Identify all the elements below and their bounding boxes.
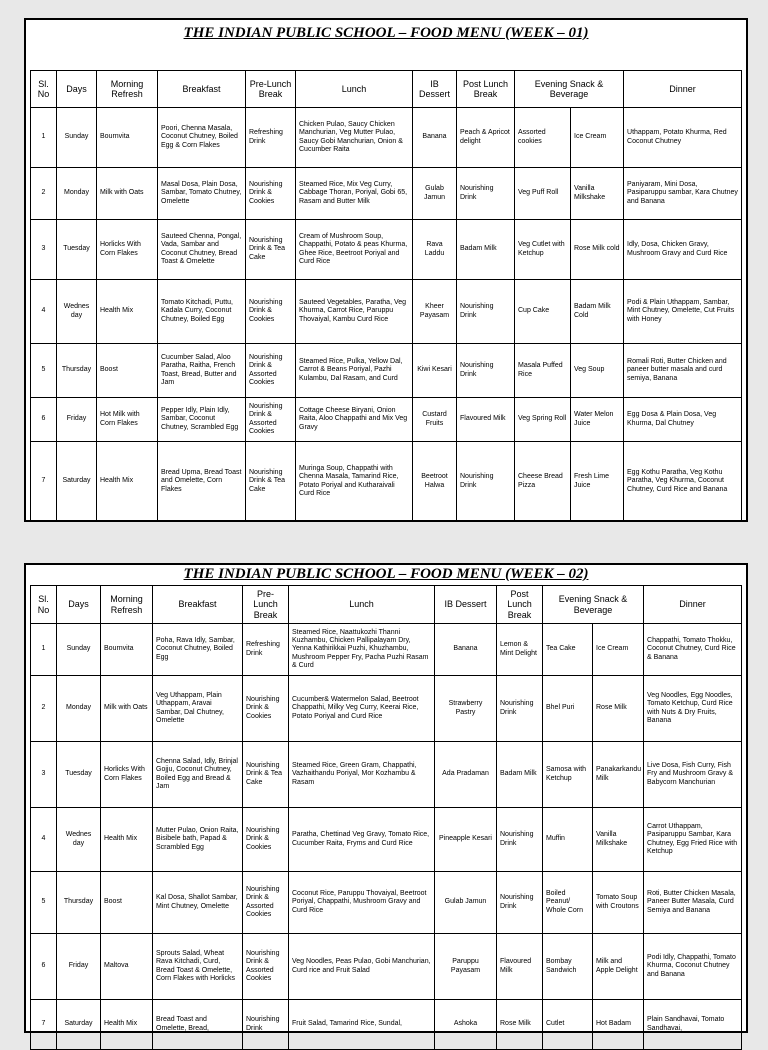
cell-evening-snack: Cheese Bread Pizza [515,442,571,522]
table-row [31,676,742,742]
cell-lunch: Muringa Soup, Chappathi with Chenna Masala, Tamarind Rice, Potato Poriyal and Kutharaivali Curd Rice [296,442,413,522]
cell-post-lunch-break: Nourishing Drink [457,280,515,344]
cell-post-lunch-break: Flavoured Milk [457,398,515,442]
cell-ib-dessert: Gulab Jamun [435,872,497,934]
cell-evening-beverage: Fresh Lime Juice [571,442,624,522]
header-evening-snack-beverage: Evening Snack & Beverage [543,586,644,624]
cell-post-lunch-break: Nourishing Drink [457,442,515,522]
cell-evening-snack: Muffin [543,808,593,872]
cell-evening-snack: Cup Cake [515,280,571,344]
cell-lunch: Cucumber& Watermelon Salad, Beetroot Chappathi, Milky Veg Curry, Keerai Rice, Potato Poriyal and Curd Rice [289,676,435,742]
cell-breakfast: Sauteed Chenna, Pongal, Vada, Sambar and Coconut Chutney, Bread Toast & Omelette [158,220,246,280]
cell-evening-snack: Samosa with Ketchup [543,742,593,808]
cell-dinner: Roti, Butter Chicken Masala, Paneer Butter Masala, Curd Semiya and Banana [644,872,742,934]
table-row [31,398,742,442]
cell-pre-lunch-break: Nourishing Drink & Tea Cake [246,442,296,522]
week1-menu-sheet [24,18,748,522]
header-post-lunch-break: Post Lunch Break [457,71,515,108]
cell-evening-beverage: Ice Cream [593,624,644,676]
cell-day: Saturday [57,442,97,522]
cell-sl-no: 6 [31,934,57,1000]
cell-breakfast: Bread Toast and Omelette, Bread, [153,1000,243,1050]
header-breakfast: Breakfast [158,71,246,108]
header-sl-no: Sl. No [31,586,57,624]
cell-sl-no: 5 [31,344,57,398]
cell-lunch: Sauteed Vegetables, Paratha, Veg Khurma, Carrot Rice, Paruppu Thovaiyal, Kambu Curd Rice [296,280,413,344]
cell-pre-lunch-break: Nourishing Drink & Cookies [243,676,289,742]
cell-lunch: Coconut Rice, Paruppu Thovaiyal, Beetroot Poriyal, Chappathi, Mushroom Gravy and Curd Rice [289,872,435,934]
cell-evening-snack: Assorted cookies [515,108,571,168]
cell-sl-no: 7 [31,1000,57,1050]
cell-morning-refresh: Horlicks With Corn Flakes [101,742,153,808]
cell-evening-beverage: Ice Cream [571,108,624,168]
cell-day: Thursday [57,344,97,398]
cell-morning-refresh: Health Mix [97,280,158,344]
cell-sl-no: 5 [31,872,57,934]
cell-breakfast: Chenna Salad, Idly, Brinjal Gojju, Coconut Chutney, Boiled Egg and Bread & Jam [153,742,243,808]
header-days: Days [57,586,101,624]
header-sl-no: Sl. No [31,71,57,108]
cell-pre-lunch-break: Nourishing Drink & Assorted Cookies [243,872,289,934]
header-breakfast: Breakfast [153,586,243,624]
table-row [31,934,742,1000]
cell-evening-beverage: Badam Milk Cold [571,280,624,344]
cell-post-lunch-break: Rose Milk [497,1000,543,1050]
cell-ib-dessert: Kiwi Kesari [413,344,457,398]
header-days: Days [57,71,97,108]
cell-post-lunch-break: Lemon & Mint Delight [497,624,543,676]
cell-morning-refresh: Milk with Oats [97,168,158,220]
cell-morning-refresh: Milk with Oats [101,676,153,742]
week2-menu-sheet [24,563,748,1033]
cell-breakfast: Tomato Kitchadi, Puttu, Kadala Curry, Coconut Chutney, Boiled Egg [158,280,246,344]
cell-ib-dessert: Kheer Payasam [413,280,457,344]
cell-day: Monday [57,676,101,742]
cell-evening-beverage: Vanilla Milkshake [571,168,624,220]
cell-evening-snack: Veg Spring Roll [515,398,571,442]
cell-post-lunch-break: Nourishing Drink [497,808,543,872]
cell-ib-dessert: Pineapple Kesari [435,808,497,872]
cell-sl-no: 4 [31,808,57,872]
cell-day: Friday [57,934,101,1000]
table-header-row [31,71,742,108]
cell-evening-snack: Veg Cutlet with Ketchup [515,220,571,280]
cell-lunch: Steamed Rice, Naattukozhi Thanni Kuzhambu, Chicken Pallipalayam Dry, Yenna Kathirikkai Puzhi, Khuzhambu, Mushroom Pepper Fry, Pacha Puzhi Rasam & Curd [289,624,435,676]
cell-dinner: Paniyaram, Mini Dosa, Pasiparuppu sambar, Kara Chutney and Banana [624,168,742,220]
cell-ib-dessert: Strawberry Pastry [435,676,497,742]
cell-post-lunch-break: Flavoured Milk [497,934,543,1000]
cell-lunch: Cottage Cheese Biryani, Onion Raita, Aloo Chappathi and Mix Veg Gravy [296,398,413,442]
cell-dinner: Veg Noodles, Egg Noodles, Tomato Ketchup, Curd Rice with Nuts & Dry Fruits, Banana [644,676,742,742]
cell-breakfast: Pepper Idly, Plain Idly, Sambar, Coconut Chutney, Scrambled Egg [158,398,246,442]
cell-evening-beverage: Veg Soup [571,344,624,398]
cell-morning-refresh: Bournvita [101,624,153,676]
cell-lunch: Chicken Pulao, Saucy Chicken Manchurian, Veg Mutter Pulao, Saucy Gobi Manchurian, Onion & Cucumber Raita [296,108,413,168]
table-row [31,1000,742,1050]
cell-lunch: Cream of Mushroom Soup, Chappathi, Potato & peas Khurma, Ghee Rice, Beetroot Poriyal and Curd Rice [296,220,413,280]
table-header-row [31,586,742,624]
cell-morning-refresh: Health Mix [97,442,158,522]
table-row [31,872,742,934]
cell-day: Thursday [57,872,101,934]
cell-dinner: Romali Roti, Butter Chicken and paneer butter masala and curd semiya, Banana [624,344,742,398]
cell-post-lunch-break: Badam Milk [457,220,515,280]
cell-sl-no: 2 [31,676,57,742]
cell-day: Saturday [57,1000,101,1050]
cell-pre-lunch-break: Nourishing Drink & Tea Cake [243,742,289,808]
cell-ib-dessert: Paruppu Payasam [435,934,497,1000]
cell-sl-no: 1 [31,108,57,168]
cell-post-lunch-break: Peach & Apricot delight [457,108,515,168]
cell-ib-dessert: Banana [435,624,497,676]
header-lunch: Lunch [296,71,413,108]
table-row [31,220,742,280]
cell-evening-beverage: Rose Milk [593,676,644,742]
cell-lunch: Steamed Rice, Green Gram, Chappathi, Vazhaithandu Poriyal, Mor Kozhambu & Rasam [289,742,435,808]
cell-post-lunch-break: Nourishing Drink [457,168,515,220]
cell-post-lunch-break: Nourishing Drink [497,676,543,742]
cell-dinner: Egg Kothu Paratha, Veg Kothu Paratha, Veg Khurma, Coconut Chutney, Curd Rice and Banana [624,442,742,522]
cell-dinner: Podi & Plain Uthappam, Sambar, Mint Chutney, Omelette, Cut Fruits with Honey [624,280,742,344]
cell-breakfast: Bread Upma, Bread Toast and Omelette, Corn Flakes [158,442,246,522]
cell-morning-refresh: Hot Milk with Corn Flakes [97,398,158,442]
cell-dinner: Egg Dosa & Plain Dosa, Veg Khurma, Dal Chutney [624,398,742,442]
header-pre-lunch-break: Pre-Lunch Break [243,586,289,624]
cell-day: Wednes day [57,808,101,872]
cell-pre-lunch-break: Nourishing Drink & Assorted Cookies [246,344,296,398]
cell-lunch: Steamed Rice, Pulka, Yellow Dal, Carrot & Beans Poriyal, Pazhi Kulambu, Dal Rasam, and Curd [296,344,413,398]
cell-pre-lunch-break: Refreshing Drink [246,108,296,168]
cell-dinner: Podi Idly, Chappathi, Tomato Khurma, Coconut Chutney and Banana [644,934,742,1000]
header-ib-dessert: IB Dessert [413,71,457,108]
header-post-lunch-break: Post Lunch Break [497,586,543,624]
cell-sl-no: 3 [31,220,57,280]
cell-day: Sunday [57,624,101,676]
cell-breakfast: Veg Uthappam, Plain Uthappam, Aravai Sambar, Dal Chutney, Omelette [153,676,243,742]
cell-sl-no: 7 [31,442,57,522]
cell-evening-beverage: Rose Milk cold [571,220,624,280]
cell-ib-dessert: Gulab Jamun [413,168,457,220]
cell-sl-no: 2 [31,168,57,220]
cell-evening-snack: Bombay Sandwich [543,934,593,1000]
cell-post-lunch-break: Badam Milk [497,742,543,808]
header-ib-dessert: IB Dessert [435,586,497,624]
cell-lunch: Paratha, Chettinad Veg Gravy, Tomato Rice, Cucumber Raita, Fryms and Curd Rice [289,808,435,872]
cell-pre-lunch-break: Refreshing Drink [243,624,289,676]
cell-ib-dessert: Rava Laddu [413,220,457,280]
cell-dinner: Carrot Uthappam, Pasiparuppu Sambar, Kara Chutney, Egg Fried Rice with Ketchup [644,808,742,872]
cell-lunch: Fruit Salad, Tamarind Rice, Sundal, [289,1000,435,1050]
cell-ib-dessert: Beetroot Halwa [413,442,457,522]
week1-table-body [31,108,742,522]
header-dinner: Dinner [644,586,742,624]
cell-evening-beverage: Water Melon Juice [571,398,624,442]
cell-evening-beverage: Hot Badam [593,1000,644,1050]
cell-evening-snack: Tea Cake [543,624,593,676]
cell-sl-no: 6 [31,398,57,442]
cell-ib-dessert: Ashoka [435,1000,497,1050]
table-row [31,108,742,168]
header-morning-refresh: Morning Refresh [101,586,153,624]
cell-day: Friday [57,398,97,442]
cell-dinner: Idly, Dosa, Chicken Gravy, Mushroom Gravy and Curd Rice [624,220,742,280]
cell-day: Tuesday [57,742,101,808]
cell-pre-lunch-break: Nourishing Drink & Assorted Cookies [246,398,296,442]
cell-breakfast: Poha, Rava Idly, Sambar, Coconut Chutney, Boiled Egg [153,624,243,676]
cell-evening-snack: Boiled Peanut/ Whole Corn [543,872,593,934]
cell-lunch: Steamed Rice, Mix Veg Curry, Cabbage Thoran, Poriyal, Gobi 65, Rasam and Butter Milk [296,168,413,220]
cell-evening-beverage: Vanilla Milkshake [593,808,644,872]
cell-post-lunch-break: Nourishing Drink [497,872,543,934]
cell-pre-lunch-break: Nourishing Drink & Assorted Cookies [243,934,289,1000]
cell-morning-refresh: Bournvita [97,108,158,168]
cell-evening-snack: Cutlet [543,1000,593,1050]
week1-menu-table [30,70,742,522]
cell-day: Tuesday [57,220,97,280]
table-row [31,808,742,872]
cell-ib-dessert: Ada Pradaman [435,742,497,808]
table-row [31,442,742,522]
table-row [31,742,742,808]
cell-post-lunch-break: Nourishing Drink [457,344,515,398]
cell-evening-beverage: Tomato Soup with Croutons [593,872,644,934]
cell-morning-refresh: Horlicks With Corn Flakes [97,220,158,280]
cell-morning-refresh: Maltova [101,934,153,1000]
week2-menu-table [30,585,742,1050]
cell-evening-snack: Bhel Puri [543,676,593,742]
cell-pre-lunch-break: Nourishing Drink [243,1000,289,1050]
header-morning-refresh: Morning Refresh [97,71,158,108]
table-row [31,280,742,344]
cell-morning-refresh: Health Mix [101,808,153,872]
cell-lunch: Veg Noodles, Peas Pulao, Gobi Manchurian, Curd rice and Fruit Salad [289,934,435,1000]
cell-day: Monday [57,168,97,220]
cell-breakfast: Mutter Pulao, Onion Raita, Bisibele bath, Papad & Scrambled Egg [153,808,243,872]
cell-morning-refresh: Health Mix [101,1000,153,1050]
cell-sl-no: 1 [31,624,57,676]
cell-dinner: Plain Sandhavai, Tomato Sandhavai, [644,1000,742,1050]
header-evening-snack-beverage: Evening Snack & Beverage [515,71,624,108]
cell-evening-beverage: Milk and Apple Delight [593,934,644,1000]
cell-day: Wednes day [57,280,97,344]
cell-breakfast: Kal Dosa, Shallot Sambar, Mint Chutney, Omelette [153,872,243,934]
cell-ib-dessert: Banana [413,108,457,168]
cell-evening-snack: Masala Puffed Rice [515,344,571,398]
cell-pre-lunch-break: Nourishing Drink & Cookies [246,280,296,344]
cell-sl-no: 3 [31,742,57,808]
cell-dinner: Uthappam, Potato Khurma, Red Coconut Chutney [624,108,742,168]
week2-table-body [31,624,742,1050]
cell-breakfast: Masal Dosa, Plain Dosa, Sambar, Tomato Chutney, Omelette [158,168,246,220]
cell-breakfast: Cucumber Salad, Aloo Paratha, Raitha, French Toast, Bread, Butter and Jam [158,344,246,398]
cell-morning-refresh: Boost [97,344,158,398]
cell-day: Sunday [57,108,97,168]
table-row [31,624,742,676]
cell-pre-lunch-break: Nourishing Drink & Tea Cake [246,220,296,280]
header-pre-lunch-break: Pre-Lunch Break [246,71,296,108]
cell-breakfast: Sprouts Salad, Wheat Rava Kitchadi, Curd, Bread Toast & Omelette, Corn Flakes with Horlicks [153,934,243,1000]
cell-dinner: Live Dosa, Fish Curry, Fish Fry and Mushroom Gravy & Babycorn Manchurian [644,742,742,808]
cell-evening-snack: Veg Puff Roll [515,168,571,220]
table-row [31,344,742,398]
header-dinner: Dinner [624,71,742,108]
week2-title: THE INDIAN PUBLIC SCHOOL – FOOD MENU (WEEK – 02) [183,566,589,582]
header-lunch: Lunch [289,586,435,624]
cell-morning-refresh: Boost [101,872,153,934]
cell-dinner: Chappathi, Tomato Thokku, Coconut Chutney, Curd Rice & Banana [644,624,742,676]
cell-pre-lunch-break: Nourishing Drink & Cookies [246,168,296,220]
week1-title: THE INDIAN PUBLIC SCHOOL – FOOD MENU (WEEK – 01) [183,25,589,41]
cell-evening-beverage: Panakarkandu Milk [593,742,644,808]
table-row [31,168,742,220]
cell-ib-dessert: Custard Fruits [413,398,457,442]
cell-breakfast: Poori, Chenna Masala, Coconut Chutney, Boiled Egg & Corn Flakes [158,108,246,168]
cell-sl-no: 4 [31,280,57,344]
cell-pre-lunch-break: Nourishing Drink & Cookies [243,808,289,872]
